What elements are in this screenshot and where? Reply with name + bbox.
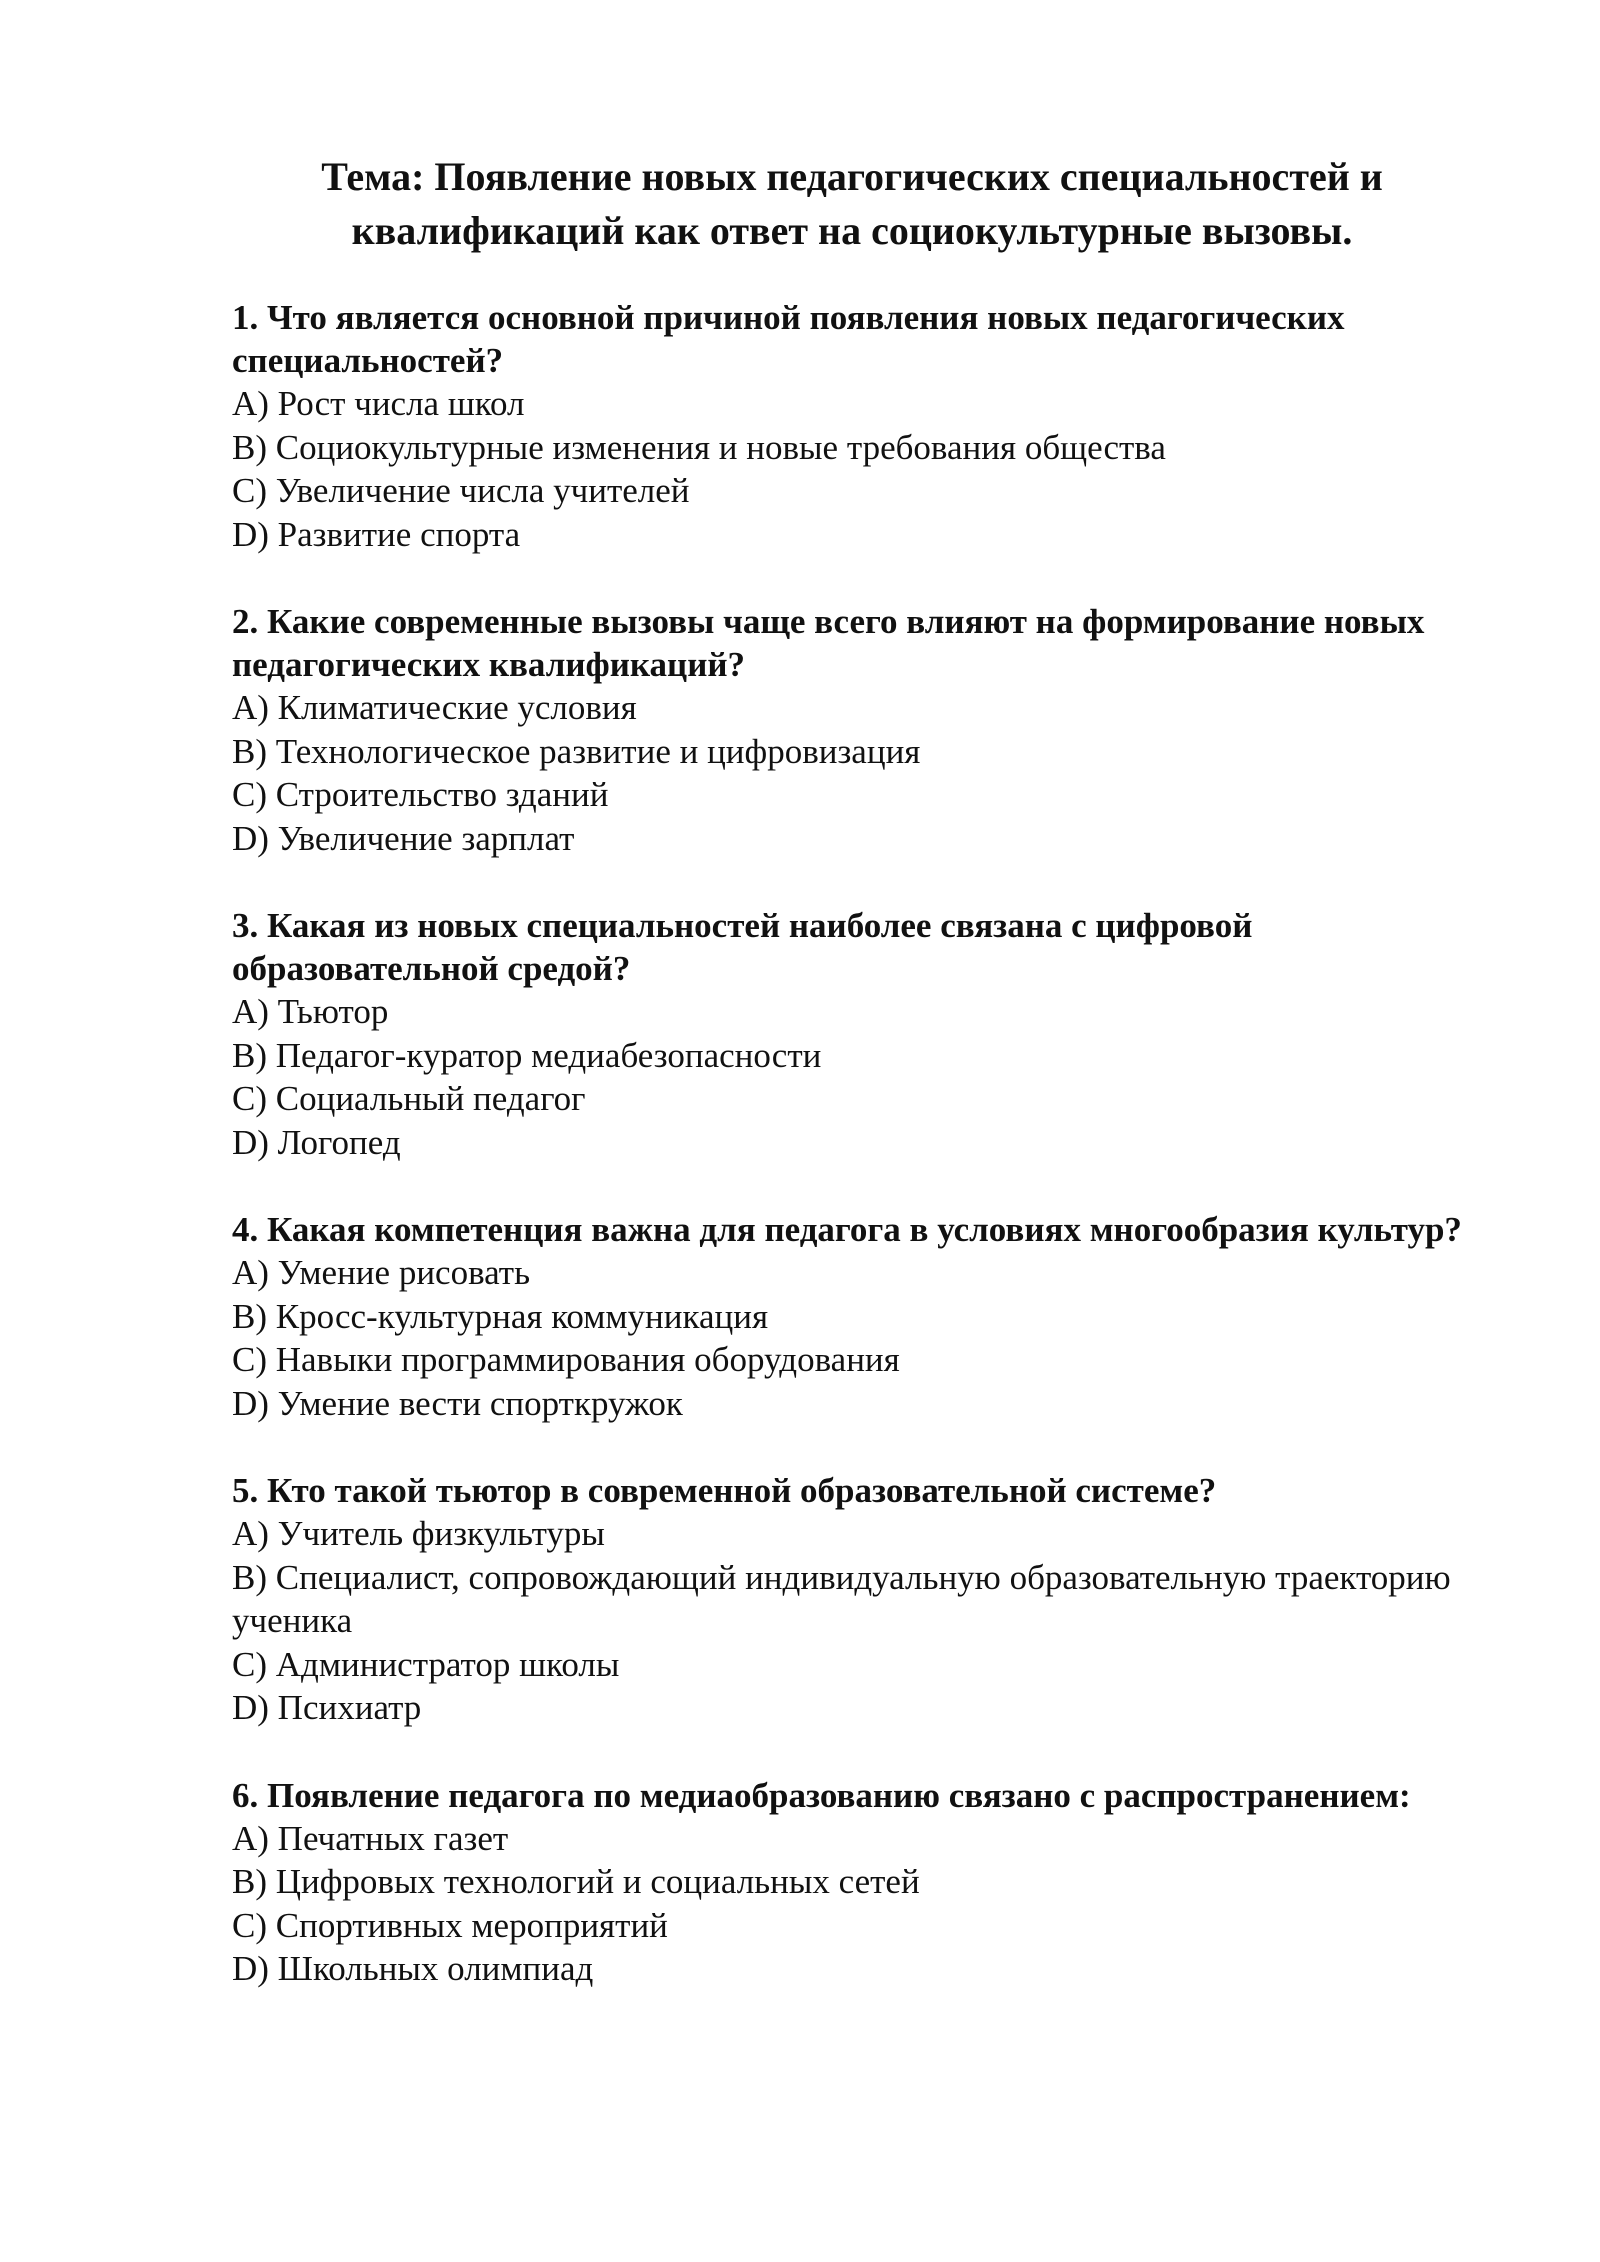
answer-option-c: C) Строительство зданий xyxy=(232,775,609,814)
question-4 xyxy=(232,1208,1472,1425)
answer-option-b: B) Технологическое развитие и цифровизация xyxy=(232,731,921,771)
answer-option-d: D) Школьных олимпиад xyxy=(232,1949,594,1988)
answer-option-a: A) Печатных газет xyxy=(232,1818,509,1858)
document-title: Тема: Появление новых педагогических специальностей и квалификаций как ответ на социокультурные вызовы. xyxy=(321,154,1383,253)
answer-option-d: D) Развитие спорта xyxy=(232,514,521,554)
answer-option-a: A) Тьютор xyxy=(232,992,389,1031)
question-text: 3. Какая из новых специальностей наиболее связана с цифровой образовательной средой? xyxy=(232,906,1253,988)
answer-option-b: B) Специалист, сопровождающий индивидуальную образовательную траекторию ученика xyxy=(232,1557,1451,1640)
answer-option-c: C) Социальный педагог xyxy=(232,1079,586,1118)
question-3 xyxy=(232,904,1472,1164)
answer-option-c: C) Спортивных мероприятий xyxy=(232,1905,668,1945)
answer-option-a: A) Рост числа школ xyxy=(232,384,525,423)
question-6 xyxy=(232,1774,1472,1991)
answer-option-d: D) Увеличение зарплат xyxy=(232,818,575,858)
question-text: 5. Кто такой тьютор в современной образовательной системе? xyxy=(232,1471,1217,1510)
answer-option-c: C) Администратор школы xyxy=(232,1644,620,1684)
answer-option-b: B) Цифровых технологий и социальных сетей xyxy=(232,1862,920,1901)
answer-option-b: B) Педагог-куратор медиабезопасности xyxy=(232,1035,822,1075)
answer-option-a: A) Климатические условия xyxy=(232,688,637,727)
answer-option-a: A) Учитель физкультуры xyxy=(232,1514,605,1553)
answer-option-d: D) Умение вести спорткружок xyxy=(232,1383,683,1423)
question-5 xyxy=(232,1469,1472,1730)
question-text: 1. Что является основной причиной появления новых педагогических специальностей? xyxy=(232,298,1345,380)
question-1 xyxy=(232,296,1472,556)
answer-option-d: D) Логопед xyxy=(232,1122,401,1162)
answer-option-c: C) Увеличение числа учителей xyxy=(232,471,690,510)
question-list xyxy=(232,296,1472,2035)
answer-option-a: A) Умение рисовать xyxy=(232,1253,531,1292)
answer-option-b: B) Социокультурные изменения и новые требования общества xyxy=(232,427,1166,467)
question-text: 2. Какие современные вызовы чаще всего влияют на формирование новых педагогических квалификаций? xyxy=(232,602,1425,684)
answer-option-d: D) Психиатр xyxy=(232,1688,422,1727)
answer-option-c: C) Навыки программирования оборудования xyxy=(232,1340,900,1379)
answer-option-b: B) Кросс-культурная коммуникация xyxy=(232,1296,769,1336)
question-text: 4. Какая компетенция важна для педагога в условиях многообразия культур? xyxy=(232,1210,1462,1249)
question-2 xyxy=(232,600,1472,860)
question-text: 6. Появление педагога по медиаобразованию связано с распространением: xyxy=(232,1775,1411,1815)
